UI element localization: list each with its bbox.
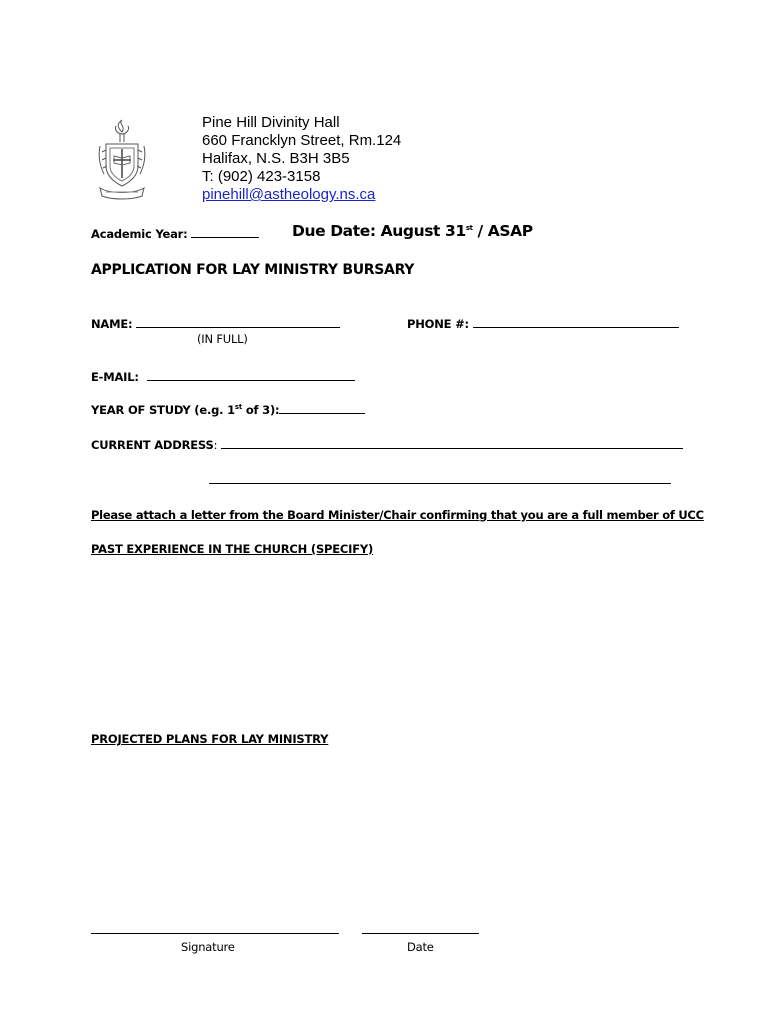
name-label: NAME: bbox=[91, 317, 133, 331]
year-of-study-row bbox=[91, 402, 365, 417]
year-of-study-field[interactable] bbox=[279, 402, 365, 414]
street-address: 660 Francklyn Street, Rm.124 bbox=[202, 132, 402, 149]
address-label: CURRENT ADDRESS bbox=[91, 438, 214, 452]
year-label: YEAR OF STUDY (e.g. 1 bbox=[91, 403, 235, 417]
email-label: E-MAIL: bbox=[91, 370, 139, 384]
organization-address bbox=[202, 114, 401, 204]
year-label-post: of 3): bbox=[242, 403, 280, 417]
name-hint: (IN FULL) bbox=[197, 332, 248, 346]
email-row bbox=[91, 369, 355, 384]
phone-number: T: (902) 423-3158 bbox=[202, 168, 321, 185]
projected-plans-area[interactable] bbox=[91, 750, 671, 910]
form-title: APPLICATION FOR LAY MINISTRY BURSARY bbox=[91, 262, 415, 278]
past-experience-heading: PAST EXPERIENCE IN THE CHURCH (SPECIFY) bbox=[91, 542, 374, 556]
projected-plans-heading: PROJECTED PLANS FOR LAY MINISTRY bbox=[91, 732, 329, 746]
year-label-sup: st bbox=[234, 403, 243, 412]
due-date-suffix: / ASAP bbox=[472, 222, 533, 240]
past-experience-area[interactable] bbox=[91, 560, 671, 720]
date-field[interactable] bbox=[362, 933, 479, 934]
address-row bbox=[91, 437, 683, 452]
email-link[interactable]: pinehill@astheology.ns.ca bbox=[202, 186, 376, 203]
signature-label: Signature bbox=[181, 940, 235, 954]
academic-year-field[interactable] bbox=[191, 226, 259, 238]
address-field-line-1[interactable] bbox=[221, 437, 683, 449]
due-date-text: Due Date: August 31 bbox=[292, 222, 466, 240]
phone-row bbox=[407, 316, 679, 331]
academic-year-label: Academic Year: bbox=[91, 227, 188, 241]
due-date bbox=[292, 222, 533, 240]
city-postal: Halifax, N.S. B3H 3B5 bbox=[202, 150, 350, 167]
attach-letter-note: Please attach a letter from the Board Minister/Chair confirming that you are a full member of UCC bbox=[91, 508, 704, 522]
name-field[interactable] bbox=[136, 316, 340, 328]
phone-field[interactable] bbox=[473, 316, 679, 328]
address-colon: : bbox=[213, 438, 218, 452]
phone-label: PHONE #: bbox=[407, 317, 469, 331]
address-field-line-2[interactable] bbox=[209, 483, 671, 484]
due-date-sup: st bbox=[465, 223, 473, 232]
crest-logo-icon bbox=[96, 116, 148, 202]
name-row bbox=[91, 316, 340, 331]
date-label: Date bbox=[407, 940, 434, 954]
academic-year-row bbox=[91, 226, 259, 241]
signature-field[interactable] bbox=[91, 933, 339, 934]
email-field[interactable] bbox=[147, 369, 355, 381]
org-name: Pine Hill Divinity Hall bbox=[202, 114, 340, 131]
